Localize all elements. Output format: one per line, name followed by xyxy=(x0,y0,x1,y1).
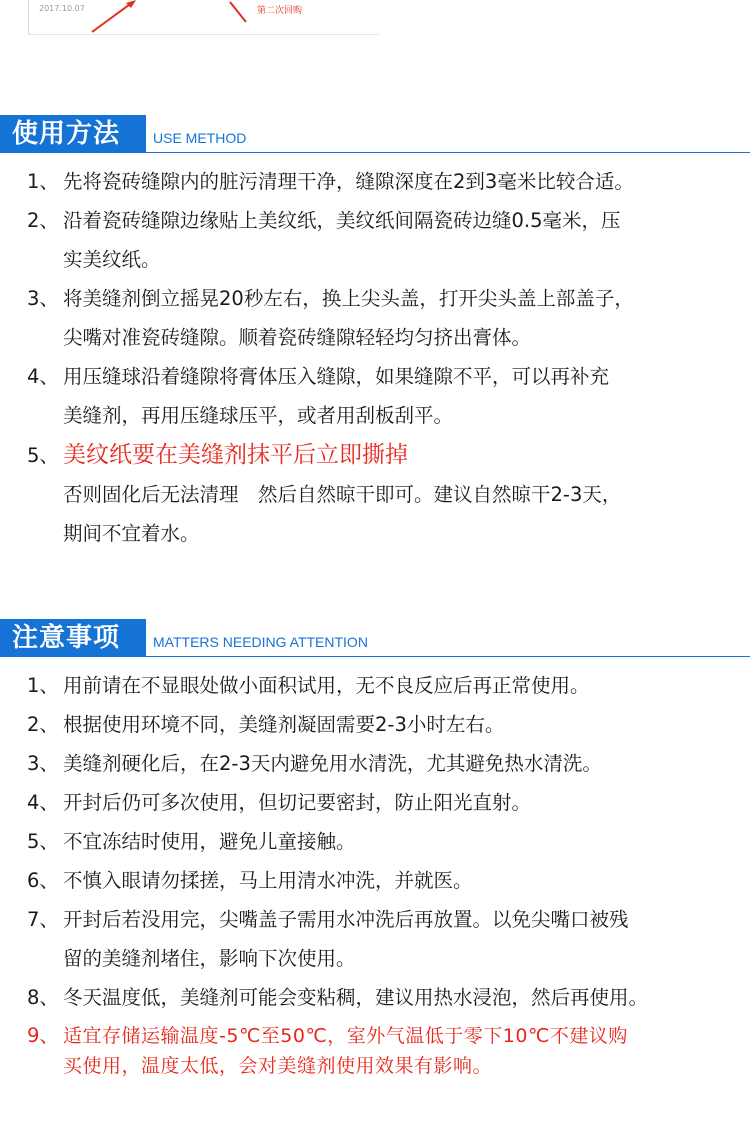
item-number: 3、 xyxy=(27,752,59,775)
item-number: 6、 xyxy=(27,869,59,892)
item-number: 1、 xyxy=(27,674,59,697)
attention-title-en: MATTERS NEEDING ATTENTION xyxy=(153,634,368,650)
use-method-header xyxy=(0,115,750,155)
use-item-3-cont: 尖嘴对准瓷砖缝隙。顺着瓷砖缝隙轻轻均匀挤出膏体。 xyxy=(63,326,532,349)
item-text: 美缝剂硬化后，在2-3天内避免用水清洗，尤其避免热水清洗。 xyxy=(63,752,602,775)
item-text: 冬天温度低，美缝剂可能会变粘稠，建议用热水浸泡，然后再使用。 xyxy=(63,986,649,1009)
item-text: 开封后若没用完，尖嘴盖子需用水冲洗后再放置。以免尖嘴口被残 xyxy=(63,908,629,931)
item-number: 2、 xyxy=(27,209,59,232)
attention-item-2 xyxy=(27,706,743,744)
header-rule xyxy=(146,656,750,657)
attention-item-8 xyxy=(27,979,743,1017)
attention-item-6 xyxy=(27,862,743,900)
item-warning-text: 适宜存储运输温度-5℃至50℃，室外气温低于零下10℃不建议购 xyxy=(63,1025,628,1047)
header-rule xyxy=(146,152,750,153)
item-text: 根据使用环境不同，美缝剂凝固需要2-3小时左右。 xyxy=(63,713,505,736)
review-date: 2017.10.07 xyxy=(39,4,85,13)
item-number: 1、 xyxy=(27,170,59,193)
item-text: 用压缝球沿着缝隙将膏体压入缝隙，如果缝隙不平，可以再补充 xyxy=(63,365,610,388)
attention-item-5 xyxy=(27,823,743,861)
item-number: 7、 xyxy=(27,908,59,931)
use-item-2 xyxy=(27,202,743,240)
attention-title: 注意事项 xyxy=(0,619,146,657)
item-text: 不宜冻结时使用，避免儿童接触。 xyxy=(63,830,356,853)
attention-header xyxy=(0,619,750,659)
use-method-title-en: USE METHOD xyxy=(153,130,247,146)
previous-section-strip xyxy=(0,0,750,50)
use-item-2-cont: 实美纹纸。 xyxy=(63,248,161,271)
item-number: 4、 xyxy=(27,791,59,814)
item-number: 3、 xyxy=(27,287,59,310)
item-text: 将美缝剂倒立摇晃20秒左右，换上尖头盖，打开尖头盖上部盖子， xyxy=(63,287,634,310)
item-text: 不慎入眼请勿揉搓，马上用清水冲洗，并就医。 xyxy=(63,869,473,892)
use-method-title: 使用方法 xyxy=(0,115,146,153)
item-text: 先将瓷砖缝隙内的脏污清理干净，缝隙深度在2到3毫米比较合适。 xyxy=(63,170,634,193)
attention-item-7 xyxy=(27,901,743,939)
use-item-1 xyxy=(27,163,743,201)
attention-item-1 xyxy=(27,667,743,705)
attention-item-9-cont: 买使用，温度太低，会对美缝剂使用效果有影响。 xyxy=(63,1055,493,1077)
use-item-5-cont-2: 期间不宜着水。 xyxy=(63,522,200,545)
attention-item-4 xyxy=(27,784,743,822)
item-number: 8、 xyxy=(27,986,59,1009)
use-item-4-cont: 美缝剂，再用压缝球压平，或者用刮板刮平。 xyxy=(63,404,454,427)
use-item-4 xyxy=(27,358,743,396)
attention-item-7-cont: 留的美缝剂堵住，影响下次使用。 xyxy=(63,947,356,970)
item-text: 沿着瓷砖缝隙边缘贴上美纹纸，美纹纸间隔瓷砖边缝0.5毫米，压 xyxy=(63,209,621,232)
item-text: 用前请在不显眼处做小面积试用，无不良反应后再正常使用。 xyxy=(63,674,590,697)
item-number: 5、 xyxy=(27,830,59,853)
use-item-3 xyxy=(27,280,743,318)
item-number: 4、 xyxy=(27,365,59,388)
item-number: 2、 xyxy=(27,713,59,736)
use-item-5 xyxy=(27,436,743,475)
item-warning-text: 美纹纸要在美缝剂抹平后立即撕掉 xyxy=(63,442,408,468)
attention-item-3 xyxy=(27,745,743,783)
item-number: 5、 xyxy=(27,444,59,467)
item-number: 9、 xyxy=(27,1024,59,1047)
annotation-arrows xyxy=(0,0,750,50)
use-item-5-cont-1: 否则固化后无法清理 然后自然晾干即可。建议自然晾干2-3天， xyxy=(63,483,622,506)
item-text: 开封后仍可多次使用，但切记要密封，防止阳光直射。 xyxy=(63,791,532,814)
repurchase-caption: 第二次回购 xyxy=(257,6,303,16)
